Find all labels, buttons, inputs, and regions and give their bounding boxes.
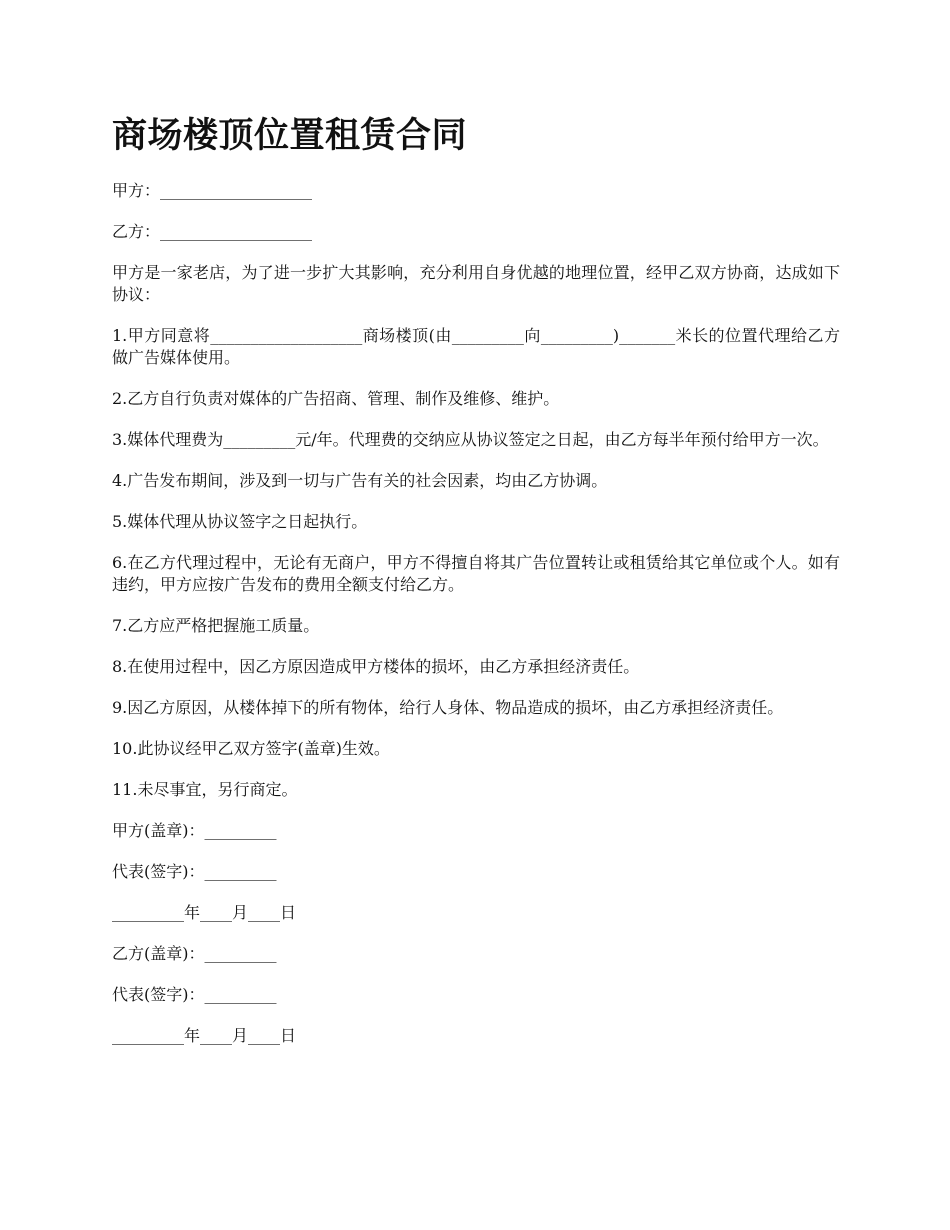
clause-8: 8.在使用过程中，因乙方原因造成甲方楼体的损坏，由乙方承担经济责任。 [112, 657, 640, 676]
document-title: 商场楼顶位置租赁合同 [112, 116, 468, 156]
clause-7: 7.乙方应严格把握施工质量。 [112, 616, 320, 635]
party-a-date-line: _________年____月____日 [112, 903, 297, 922]
intro-paragraph: 甲方是一家老店，为了进一步扩大其影响，充分利用自身优越的地理位置，经甲乙双方协商，达成如下协议： [112, 263, 840, 304]
clause-1: 1.甲方同意将___________________商场楼顶(由_________向_________)_______米长的位置代理给乙方做广告媒体使用。 [112, 326, 840, 367]
contract-document [112, 112, 840, 1066]
clause-4: 4.广告发布期间，涉及到一切与广告有关的社会因素，均由乙方协调。 [112, 471, 608, 490]
clause-3: 3.媒体代理费为_________元/年。代理费的交纳应从协议签定之日起，由乙方每半年预付给甲方一次。 [112, 430, 829, 449]
party-b-representative-line: 代表(签字)：_________ [112, 985, 277, 1004]
clause-5: 5.媒体代理从协议签字之日起执行。 [112, 512, 368, 531]
clause-6: 6.在乙方代理过程中，无论有无商户，甲方不得擅自将其广告位置转让或租赁给其它单位或个人。如有违约，甲方应按广告发布的费用全额支付给乙方。 [112, 553, 840, 594]
party-a-representative-line: 代表(签字)：_________ [112, 862, 277, 881]
clause-2: 2.乙方自行负责对媒体的广告招商、管理、制作及维修、维护。 [112, 389, 560, 408]
clause-9: 9.因乙方原因，从楼体掉下的所有物体，给行人身体、物品造成的损坏，由乙方承担经济责任。 [112, 698, 784, 717]
clause-10: 10.此协议经甲乙双方签字(盖章)生效。 [112, 739, 390, 758]
party-a-line: 甲方：___________________ [112, 181, 313, 200]
party-a-seal-line: 甲方(盖章)：_________ [112, 821, 277, 840]
clause-11: 11.未尽事宜，另行商定。 [112, 780, 298, 799]
party-b-date-line: _________年____月____日 [112, 1026, 297, 1045]
party-b-seal-line: 乙方(盖章)：_________ [112, 944, 277, 963]
party-b-line: 乙方：___________________ [112, 222, 313, 241]
